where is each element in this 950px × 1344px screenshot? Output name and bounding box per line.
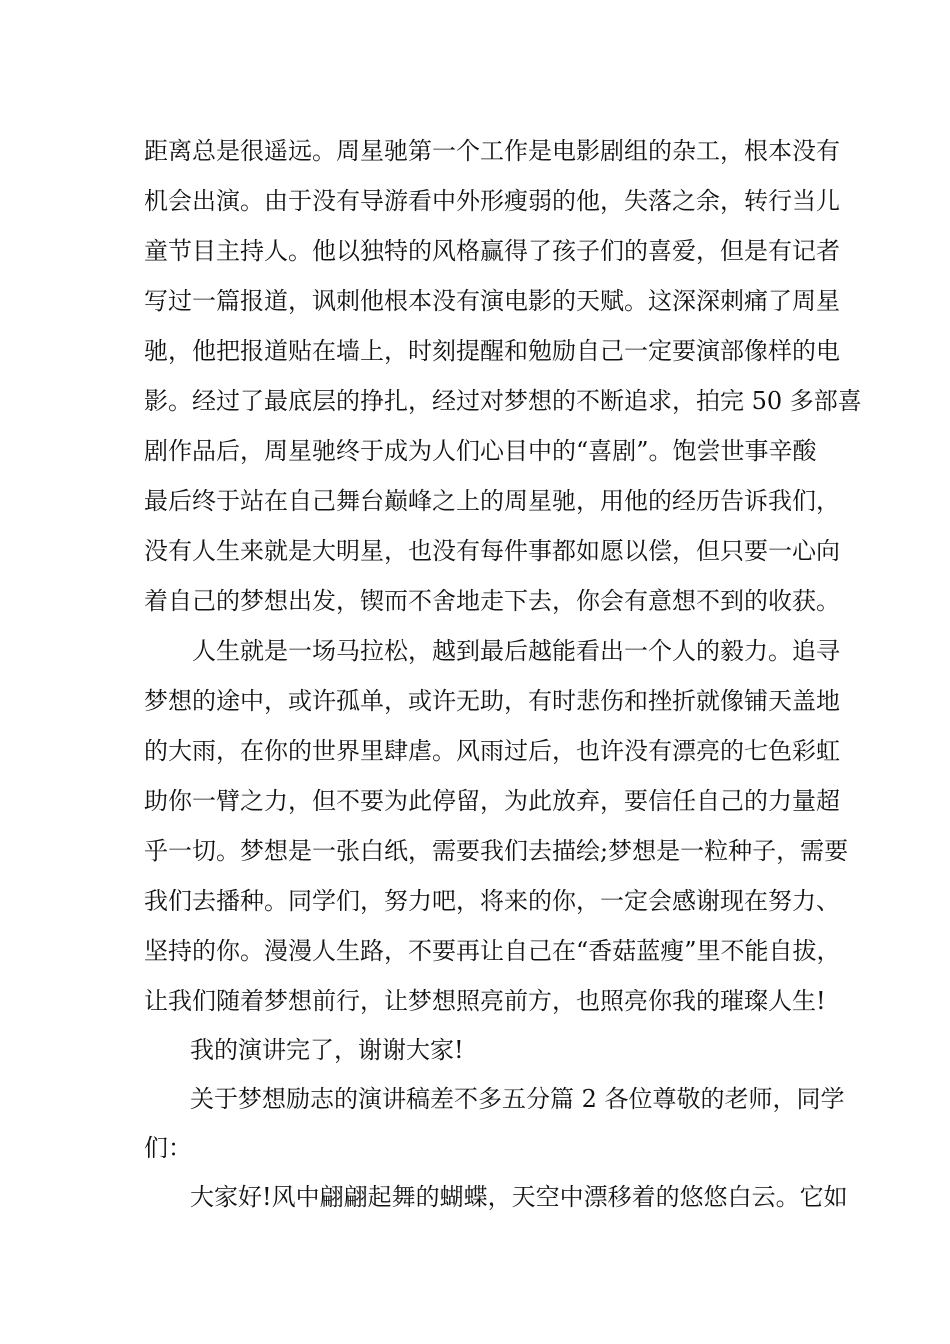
paragraph-first-line: 人生就是一场马拉松，越到最后越能看出一个人的毅力。追寻 — [192, 637, 840, 665]
text-line: 我们去播种。同学们，努力吧，将来的你，一定会感谢现在努力、 — [144, 887, 840, 915]
section-title-line: 关于梦想励志的演讲稿差不多五分篇 2 各位尊敬的老师，同学 — [190, 1085, 845, 1113]
text-line: 的大雨，在你的世界里肆虐。风雨过后，也许没有漂亮的七色彩虹 — [144, 737, 840, 765]
text-line: 机会出演。由于没有导游看中外形瘦弱的他，失落之余，转行当儿 — [144, 187, 840, 215]
paragraph-first-line: 大家好!风中翩翩起舞的蝴蝶，天空中漂移着的悠悠白云。它如 — [190, 1183, 848, 1211]
text-line: 距离总是很遥远。周星驰第一个工作是电影剧组的杂工，根本没有 — [144, 137, 840, 165]
text-line: 影。经过了最底层的挣扎，经过对梦想的不断追求，拍完 50 多部喜 — [144, 387, 862, 415]
text-line: 让我们随着梦想前行，让梦想照亮前方，也照亮你我的璀璨人生! — [144, 987, 826, 1015]
text-line: 着自己的梦想出发，锲而不舍地走下去，你会有意想不到的收获。 — [144, 587, 840, 615]
text-line: 驰，他把报道贴在墙上，时刻提醒和勉励自己一定要演部像样的电 — [144, 337, 840, 365]
text-line: 童节目主持人。他以独特的风格赢得了孩子们的喜爱，但是有记者 — [144, 237, 840, 265]
text-line: 最后终于站在自己舞台巅峰之上的周星驰，用他的经历告诉我们， — [144, 487, 840, 515]
text-line: 乎一切。梦想是一张白纸，需要我们去描绘;梦想是一粒种子，需要 — [144, 837, 849, 865]
text-line: 没有人生来就是大明星，也没有每件事都如愿以偿，但只要一心向 — [144, 537, 840, 565]
text-line: 坚持的你。漫漫人生路，不要再让自己在“香菇蓝瘦”里不能自拔， — [144, 937, 841, 965]
text-line: 助你一臂之力，但不要为此停留，为此放弃，要信任自己的力量超 — [144, 787, 840, 815]
text-line: 们： — [144, 1134, 192, 1162]
closing-line: 我的演讲完了，谢谢大家! — [190, 1036, 464, 1064]
text-line: 剧作品后，周星驰终于成为人们心目中的“喜剧”。饱尝世事辛酸 — [144, 437, 817, 465]
text-line: 梦想的途中，或许孤单，或许无助，有时悲伤和挫折就像铺天盖地 — [144, 687, 840, 715]
text-line: 写过一篇报道，讽刺他根本没有演电影的天赋。这深深刺痛了周星 — [144, 287, 840, 315]
